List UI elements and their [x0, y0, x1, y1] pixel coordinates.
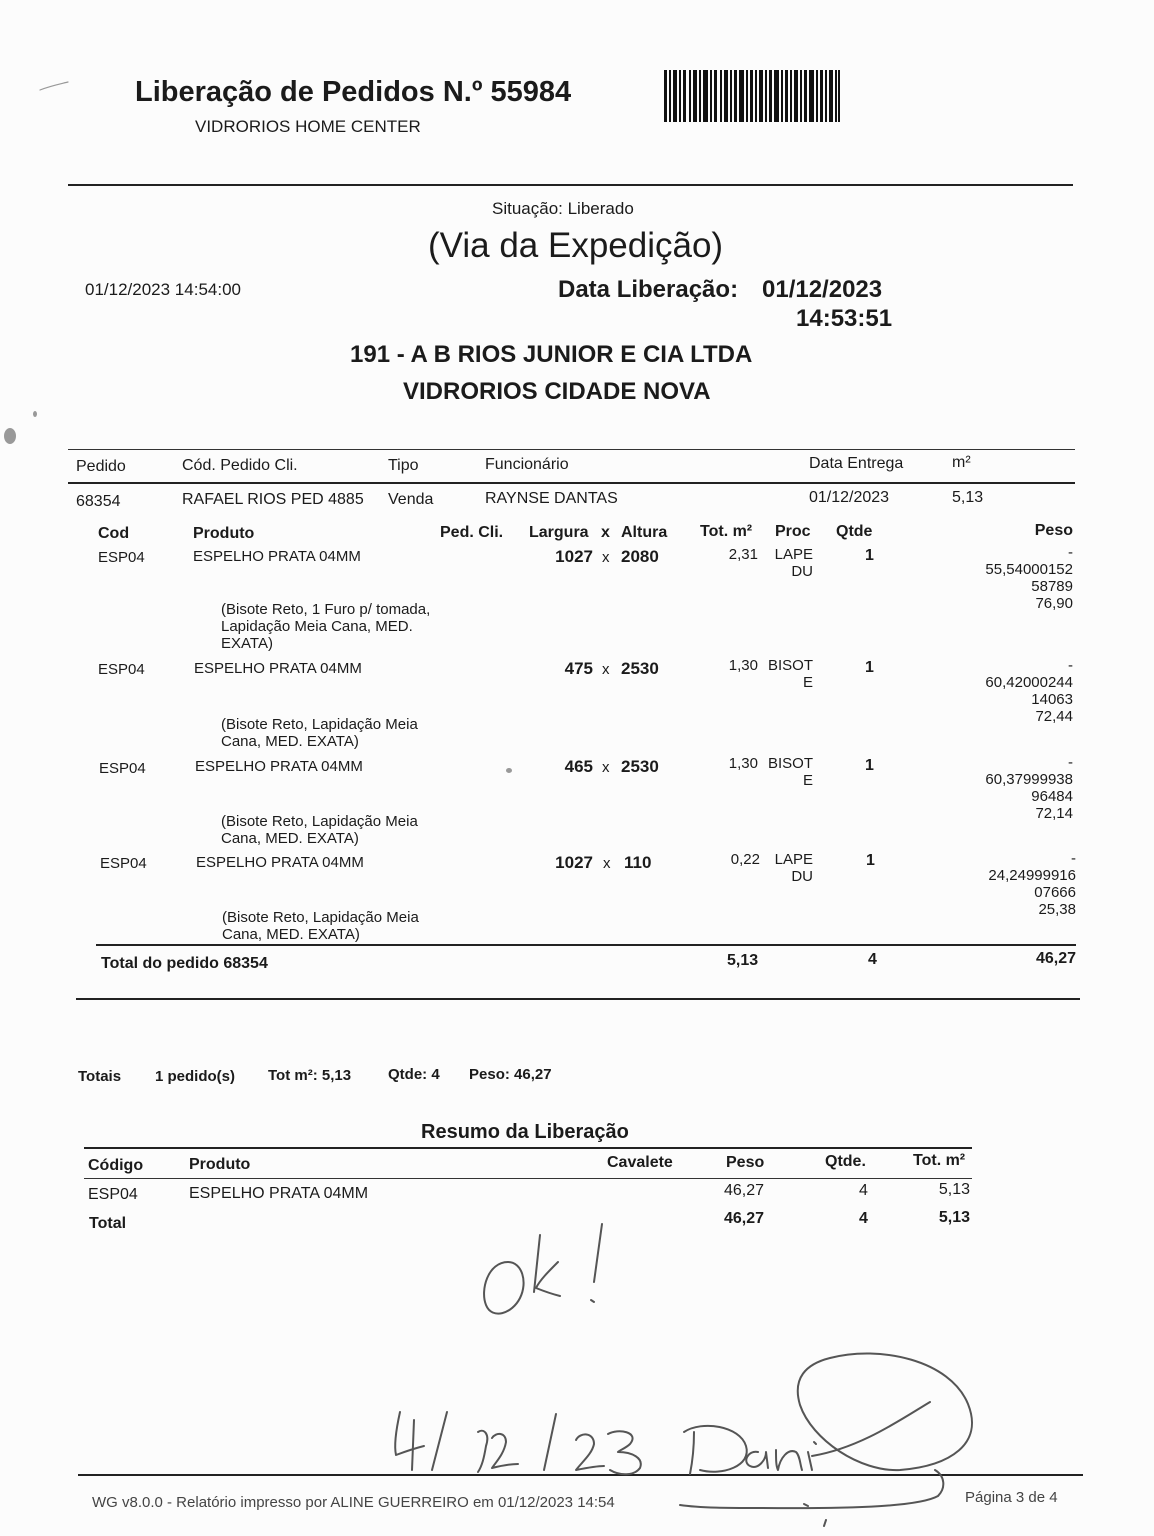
item-peso-line: 14063	[1031, 691, 1073, 708]
item-peso	[960, 657, 1073, 725]
item-peso-line: 25,38	[1038, 901, 1076, 918]
data-liberacao-label: Data Liberação:	[558, 276, 739, 303]
order-tipo-value: Venda	[388, 491, 434, 508]
col-pedido-label: Pedido	[76, 458, 126, 475]
ok-handwriting	[484, 1224, 602, 1314]
summary-total-tot-m2: 5,13	[938, 1209, 970, 1226]
item-proc-line: DU	[791, 563, 813, 580]
item-tot-m2: 1,30	[728, 657, 758, 674]
item-produto: ESPELHO PRATA 04MM	[195, 758, 363, 775]
summary-total-label: Total	[89, 1215, 127, 1232]
item-x: x	[602, 549, 610, 566]
item-qtde: 1	[866, 852, 875, 869]
summary-total-peso: 46,27	[724, 1210, 765, 1227]
printed-datetime: 01/12/2023 14:54:00	[85, 280, 241, 299]
col-data-entrega-label: Data Entrega	[809, 455, 904, 472]
summary-total-qtde: 4	[859, 1210, 868, 1227]
item-peso-line: -	[1068, 754, 1073, 771]
item-qtde: 1	[865, 547, 874, 564]
order-total-label: Total do pedido 68354	[101, 955, 268, 972]
order-total-qtde: 4	[868, 951, 877, 968]
item-tot-m2: 2,31	[728, 546, 758, 563]
item-produto: ESPELHO PRATA 04MM	[193, 548, 361, 565]
item-proc-line: DU	[791, 868, 813, 885]
item-obs: (Bisote Reto, 1 Furo p/ tomada, Lapidação Meia Cana, MED. EXATA)	[221, 601, 431, 652]
order-cod-pedido-cli-value: RAFAEL RIOS PED 4885	[182, 491, 364, 508]
item-altura: 2080	[621, 547, 659, 566]
summary-row-tot-m2: 5,13	[938, 1181, 970, 1198]
item-altura: 110	[624, 853, 652, 872]
item-proc-line: E	[802, 674, 813, 691]
order-pedido-value: 68354	[76, 493, 121, 510]
barcode	[664, 70, 840, 122]
report-title: Liberação de Pedidos N.º 55984	[135, 76, 572, 108]
item-largura: 1027	[555, 853, 593, 872]
summary-col-peso: Peso	[726, 1154, 765, 1171]
col-cod-pedido-cli-label: Cód. Pedido Cli.	[182, 457, 298, 474]
items-col-peso: Peso	[1034, 522, 1073, 539]
data-liberacao-date: 01/12/2023	[762, 276, 883, 303]
summary-col-produto: Produto	[189, 1156, 251, 1173]
item-peso	[960, 754, 1073, 822]
items-col-ped-cli: Ped. Cli.	[440, 524, 504, 541]
item-proc-line: LAPE	[774, 546, 813, 563]
totais-qtde: Qtde: 4	[388, 1066, 440, 1083]
summary-col-cavalete: Cavalete	[607, 1154, 673, 1171]
item-peso-line: -	[1068, 657, 1073, 674]
item-peso-line: 58789	[1031, 578, 1073, 595]
items-col-qtde: Qtde	[836, 523, 873, 540]
item-tot-m2: 0,22	[730, 851, 760, 868]
summary-col-tot-m2: Tot. m²	[913, 1152, 966, 1169]
item-obs: (Bisote Reto, Lapidação Meia Cana, MED. EXATA)	[221, 813, 418, 847]
order-section-bottom-line	[76, 998, 1080, 1000]
footer-page: Página 3 de 4	[965, 1489, 1058, 1506]
footer-line	[78, 1474, 1083, 1476]
item-proc-line: BISOT	[767, 657, 813, 674]
item-proc	[768, 546, 813, 580]
items-col-largura: Largura	[529, 524, 589, 541]
item-cod: ESP04	[99, 760, 146, 777]
item-largura: 465	[564, 757, 593, 776]
item-peso	[960, 544, 1073, 612]
items-col-tot-m2: Tot. m²	[700, 523, 753, 540]
order-total-divider	[96, 944, 1076, 946]
item-peso-line: -	[1068, 544, 1073, 561]
header-divider	[68, 184, 1073, 186]
item-proc	[764, 657, 813, 691]
item-x: x	[602, 759, 610, 776]
items-col-produto: Produto	[193, 525, 255, 542]
item-peso-line: 24,24999916	[988, 867, 1076, 884]
order-total-peso: 46,27	[1035, 950, 1076, 967]
item-obs: (Bisote Reto, Lapidação Meia Cana, MED. EXATA)	[222, 909, 419, 943]
item-obs: (Bisote Reto, Lapidação Meia Cana, MED. EXATA)	[221, 716, 418, 750]
item-qtde: 1	[865, 757, 874, 774]
item-peso-line: 76,90	[1035, 595, 1073, 612]
item-altura: 2530	[621, 757, 659, 776]
item-largura: 1027	[555, 547, 593, 566]
item-altura: 2530	[621, 659, 659, 678]
order-total-m2: 5,13	[727, 952, 759, 969]
summary-col-qtde: Qtde.	[825, 1153, 866, 1170]
summary-row-peso: 46,27	[724, 1182, 765, 1199]
item-proc	[768, 851, 813, 885]
summary-header-line	[84, 1178, 972, 1179]
col-m2-label: m²	[952, 454, 971, 471]
summary-col-codigo: Código	[88, 1157, 144, 1174]
summary-title: Resumo da Liberação	[421, 1121, 629, 1143]
scan-smudge	[4, 428, 16, 444]
totais-m2: Tot m²: 5,13	[268, 1067, 352, 1084]
items-col-proc: Proc	[775, 523, 811, 540]
item-qtde: 1	[865, 659, 874, 676]
summary-top-line	[84, 1147, 972, 1149]
item-peso-line: 55,54000152	[985, 561, 1073, 578]
item-peso-line: 96484	[1031, 788, 1073, 805]
scan-dot	[506, 768, 512, 773]
data-liberacao-time: 14:53:51	[796, 305, 893, 332]
item-peso-line: -	[1071, 850, 1076, 867]
order-funcionario-value: RAYNSE DANTAS	[485, 490, 618, 507]
item-tot-m2: 1,30	[728, 755, 758, 772]
col-funcionario-label: Funcionário	[485, 456, 569, 473]
items-col-cod: Cod	[98, 525, 130, 542]
item-peso-line: 07666	[1034, 884, 1076, 901]
col-tipo-label: Tipo	[388, 457, 419, 474]
footer-printed-by: WG v8.0.0 - Relatório impresso por ALINE GUERREIRO em 01/12/2023 14:54	[92, 1494, 615, 1511]
status-situacao: Situação: Liberado	[492, 199, 634, 218]
item-peso-line: 60,42000244	[985, 674, 1073, 691]
client-store: VIDRORIOS CIDADE NOVA	[403, 378, 711, 405]
client-name: 191 - A B RIOS JUNIOR E CIA LTDA	[350, 341, 753, 368]
item-peso-line: 72,44	[1035, 708, 1073, 725]
item-x: x	[603, 855, 611, 872]
order-header-bottom-line	[68, 482, 1075, 484]
order-data-entrega-value: 01/12/2023	[809, 489, 890, 506]
item-peso	[960, 850, 1076, 918]
item-proc-line: E	[802, 772, 813, 789]
item-largura: 475	[564, 659, 593, 678]
order-m2-value: 5,13	[952, 489, 984, 506]
item-cod: ESP04	[98, 661, 145, 678]
item-proc-line: BISOT	[767, 755, 813, 772]
item-peso-line: 60,37999938	[985, 771, 1073, 788]
item-peso-line: 72,14	[1035, 805, 1073, 822]
item-cod: ESP04	[98, 549, 145, 566]
totais-label: Totais	[78, 1068, 122, 1085]
via-label: (Via da Expedição)	[428, 226, 724, 265]
company-name: VIDRORIOS HOME CENTER	[195, 117, 421, 136]
items-col-x: x	[601, 524, 610, 541]
items-col-altura: Altura	[621, 524, 668, 541]
item-proc	[764, 755, 813, 789]
item-x: x	[602, 661, 610, 678]
item-cod: ESP04	[100, 855, 147, 872]
summary-row-produto: ESPELHO PRATA 04MM	[189, 1185, 369, 1202]
totais-peso: Peso: 46,27	[469, 1066, 552, 1083]
item-produto: ESPELHO PRATA 04MM	[194, 660, 362, 677]
scan-dot	[33, 411, 37, 417]
item-proc-line: LAPE	[774, 851, 813, 868]
totais-pedidos: 1 pedido(s)	[155, 1068, 236, 1085]
summary-row-qtde: 4	[859, 1182, 868, 1199]
summary-row-codigo: ESP04	[88, 1186, 138, 1203]
order-header-top-line	[68, 449, 1075, 450]
item-produto: ESPELHO PRATA 04MM	[196, 854, 364, 871]
